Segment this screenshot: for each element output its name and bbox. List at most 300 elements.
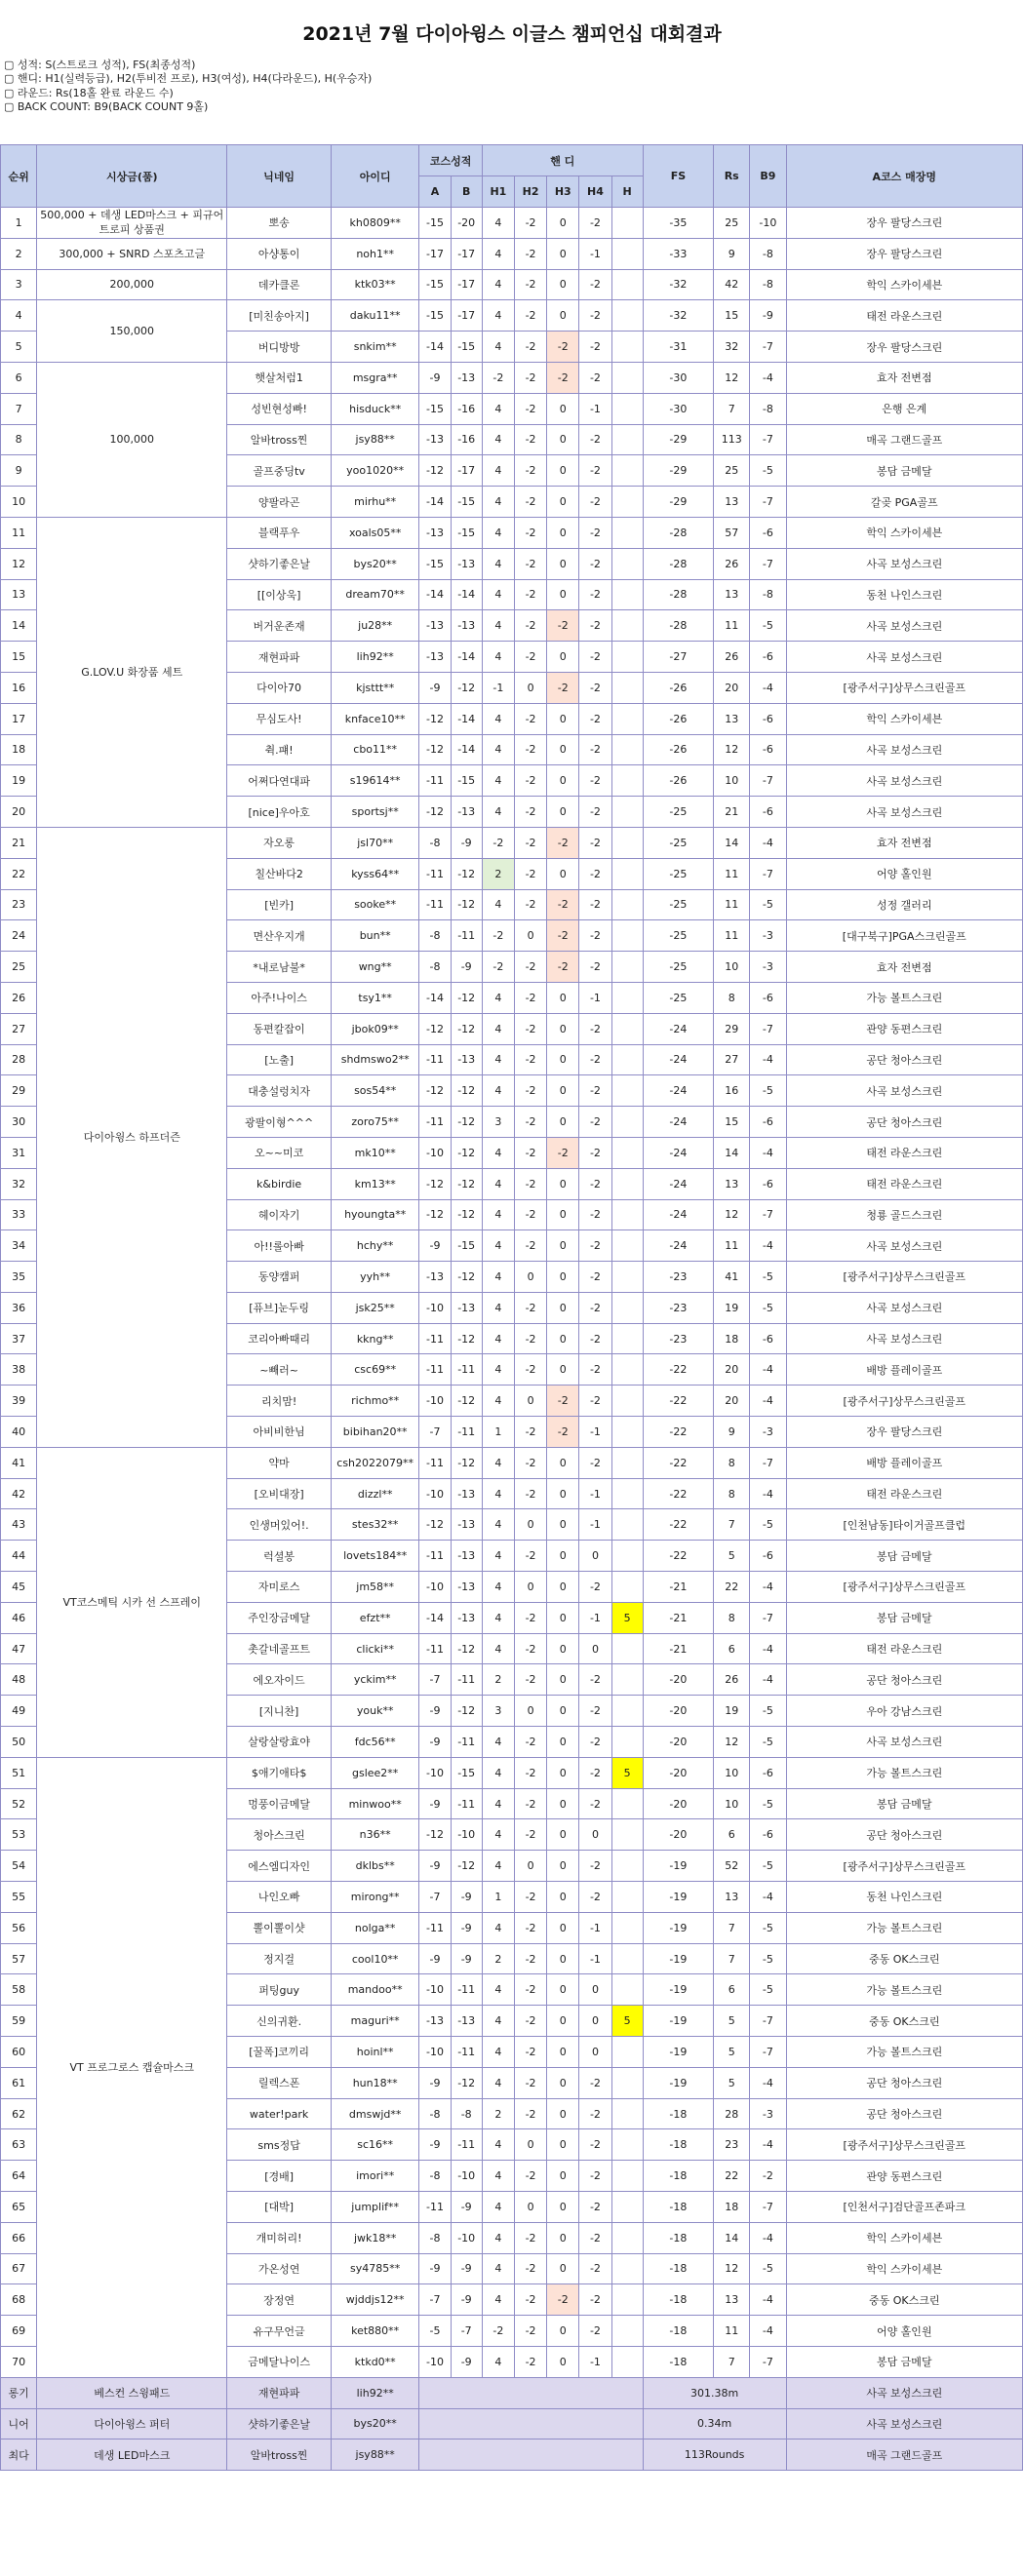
id-cell: n36**	[331, 1819, 419, 1851]
h-cell	[611, 952, 643, 983]
rank-cell: 64	[1, 2161, 37, 2192]
h-cell	[611, 1199, 643, 1230]
nick-cell: 아비비한님	[227, 1417, 332, 1448]
h3-cell: -2	[547, 1386, 579, 1417]
id-cell: bun**	[331, 920, 419, 952]
h4-cell: -2	[579, 610, 611, 642]
h-cell	[611, 2037, 643, 2068]
h-cell	[611, 1912, 643, 1943]
h-cell	[611, 2098, 643, 2129]
id-cell: dream70**	[331, 579, 419, 610]
rank-cell: 16	[1, 672, 37, 703]
b-cell: -10	[451, 1819, 482, 1851]
h-cell	[611, 889, 643, 920]
b-cell: -11	[451, 920, 482, 952]
nick-cell: 데카클론	[227, 269, 332, 300]
nick-cell: 아샹통이	[227, 238, 332, 269]
store-cell: 가능 볼트스크린	[786, 1974, 1022, 2006]
h-cell: 5	[611, 1757, 643, 1788]
fs-cell: -18	[643, 2346, 713, 2377]
h4-cell: -2	[579, 1199, 611, 1230]
b-cell: -12	[451, 1199, 482, 1230]
id-cell: ktk03**	[331, 269, 419, 300]
h3-cell: 0	[547, 1602, 579, 1633]
special-record-cell: 0.34m	[643, 2408, 786, 2439]
nick-cell: 촛갈네골프트	[227, 1633, 332, 1664]
header-rank: 순위	[1, 145, 37, 208]
fs-cell: -28	[643, 610, 713, 642]
a-cell: -8	[419, 2222, 451, 2253]
fs-cell: -29	[643, 455, 713, 487]
store-cell: 사곡 보성스크린	[786, 1323, 1022, 1354]
b-cell: -10	[451, 2222, 482, 2253]
h1-cell: 4	[482, 642, 514, 673]
h1-cell: 4	[482, 797, 514, 828]
nick-cell: 금메달나이스	[227, 2346, 332, 2377]
fs-cell: -18	[643, 2161, 713, 2192]
rank-cell: 2	[1, 238, 37, 269]
h1-cell: 4	[482, 1602, 514, 1633]
nick-cell: 청아스크린	[227, 1819, 332, 1851]
a-cell: -9	[419, 362, 451, 393]
h-cell	[611, 1509, 643, 1541]
a-cell: -12	[419, 703, 451, 734]
nick-cell: 오~~미코	[227, 1137, 332, 1168]
id-cell: clicki**	[331, 1633, 419, 1664]
legend	[4, 59, 1024, 115]
h2-cell: -2	[514, 1788, 546, 1819]
rs-cell: 57	[714, 517, 750, 548]
b-cell: -16	[451, 424, 482, 455]
h3-cell: -2	[547, 332, 579, 363]
b9-cell: -4	[750, 672, 786, 703]
h1-cell: 4	[482, 1541, 514, 1572]
h4-cell: 0	[579, 1633, 611, 1664]
h4-cell: -2	[579, 1323, 611, 1354]
h2-cell: -2	[514, 703, 546, 734]
store-cell: 태전 라운스크린	[786, 1633, 1022, 1664]
h1-cell: 1	[482, 1882, 514, 1913]
b-cell: -17	[451, 269, 482, 300]
b9-cell: -7	[750, 2192, 786, 2223]
h4-cell: -2	[579, 952, 611, 983]
h3-cell: 0	[547, 455, 579, 487]
h3-cell: -2	[547, 672, 579, 703]
h3-cell: 0	[547, 2192, 579, 2223]
special-awards	[1, 2377, 1023, 2470]
h3-cell: 0	[547, 734, 579, 765]
fs-cell: -18	[643, 2284, 713, 2316]
nick-cell: [미친송아지]	[227, 300, 332, 332]
h2-cell: -2	[514, 1168, 546, 1199]
h4-cell: -2	[579, 1727, 611, 1758]
store-cell: 사곡 보성스크린	[786, 548, 1022, 579]
h3-cell: 0	[547, 1354, 579, 1386]
nick-cell: [퓨브]눈두링	[227, 1292, 332, 1323]
b-cell: -12	[451, 889, 482, 920]
b9-cell: -5	[750, 1943, 786, 1974]
fs-cell: -18	[643, 2192, 713, 2223]
a-cell: -11	[419, 858, 451, 889]
h2-cell: -2	[514, 332, 546, 363]
b9-cell: -3	[750, 920, 786, 952]
special-award-row	[1, 2408, 1023, 2439]
b-cell: -14	[451, 642, 482, 673]
table-row	[1, 269, 1023, 300]
nick-cell: [꿀폭]코끼리	[227, 2037, 332, 2068]
a-cell: -8	[419, 920, 451, 952]
fs-cell: -19	[643, 1882, 713, 1913]
rs-cell: 11	[714, 1230, 750, 1262]
rank-cell: 24	[1, 920, 37, 952]
b9-cell: -3	[750, 952, 786, 983]
fs-cell: -28	[643, 517, 713, 548]
fs-cell: -19	[643, 1851, 713, 1882]
h2-cell: -2	[514, 1819, 546, 1851]
h2-cell: -2	[514, 2006, 546, 2037]
b-cell: -11	[451, 1974, 482, 2006]
fs-cell: -22	[643, 1447, 713, 1478]
h1-cell: 4	[482, 1199, 514, 1230]
h2-cell: -2	[514, 610, 546, 642]
header-h4: H4	[579, 176, 611, 208]
h2-cell: -2	[514, 424, 546, 455]
b9-cell: -5	[750, 1727, 786, 1758]
fs-cell: -24	[643, 1044, 713, 1075]
fs-cell: -29	[643, 424, 713, 455]
a-cell: -7	[419, 2284, 451, 2316]
rs-cell: 15	[714, 1107, 750, 1138]
h3-cell: 0	[547, 1044, 579, 1075]
id-cell: nolga**	[331, 1912, 419, 1943]
nick-cell: 가온성연	[227, 2253, 332, 2284]
nick-cell: 약마	[227, 1447, 332, 1478]
a-cell: -5	[419, 2316, 451, 2347]
h2-cell: -2	[514, 797, 546, 828]
h4-cell: 0	[579, 2037, 611, 2068]
rs-cell: 14	[714, 827, 750, 858]
rs-cell: 28	[714, 2098, 750, 2129]
h-cell	[611, 1943, 643, 1974]
a-cell: -9	[419, 2129, 451, 2161]
fs-cell: -21	[643, 1633, 713, 1664]
h4-cell: -2	[579, 548, 611, 579]
header-handicap: 핸 디	[482, 145, 643, 176]
nick-cell: 어쩌다연대파	[227, 765, 332, 797]
fs-cell: -18	[643, 2222, 713, 2253]
h-cell	[611, 208, 643, 239]
h2-cell: -2	[514, 1044, 546, 1075]
id-cell: csh2022079**	[331, 1447, 419, 1478]
store-cell: 사곡 보성스크린	[786, 797, 1022, 828]
nick-cell: [빈카]	[227, 889, 332, 920]
h3-cell: 0	[547, 1199, 579, 1230]
store-cell: 사곡 보성스크린	[786, 765, 1022, 797]
h4-cell: -2	[579, 2067, 611, 2098]
id-cell: mirhu**	[331, 487, 419, 518]
id-cell: youk**	[331, 1696, 419, 1727]
h2-cell: -2	[514, 734, 546, 765]
special-award-row	[1, 2439, 1023, 2471]
store-cell: [광주서구]상무스크린골프	[786, 1851, 1022, 1882]
h1-cell: 4	[482, 1757, 514, 1788]
store-cell: 청룡 골드스크린	[786, 1199, 1022, 1230]
h4-cell: -2	[579, 1044, 611, 1075]
rs-cell: 14	[714, 1137, 750, 1168]
h-cell	[611, 455, 643, 487]
a-cell: -11	[419, 1354, 451, 1386]
store-cell: 학익 스카이세븐	[786, 517, 1022, 548]
h3-cell: 0	[547, 1509, 579, 1541]
b-cell: -12	[451, 1137, 482, 1168]
nick-cell: 칠산바다2	[227, 858, 332, 889]
h1-cell: 4	[482, 1478, 514, 1509]
h1-cell: 4	[482, 269, 514, 300]
h1-cell: 4	[482, 1013, 514, 1044]
rank-cell: 9	[1, 455, 37, 487]
h2-cell: -2	[514, 1541, 546, 1572]
h4-cell: -2	[579, 2192, 611, 2223]
b9-cell: -7	[750, 424, 786, 455]
fs-cell: -24	[643, 1230, 713, 1262]
a-cell: -15	[419, 300, 451, 332]
h2-cell: -2	[514, 1323, 546, 1354]
fs-cell: -27	[643, 642, 713, 673]
rank-cell: 69	[1, 2316, 37, 2347]
b-cell: -12	[451, 1107, 482, 1138]
nick-cell: [노출]	[227, 1044, 332, 1075]
h2-cell: -2	[514, 517, 546, 548]
rs-cell: 7	[714, 2346, 750, 2377]
b9-cell: -5	[750, 1509, 786, 1541]
h-cell	[611, 2161, 643, 2192]
h1-cell: 4	[482, 734, 514, 765]
fs-cell: -24	[643, 1075, 713, 1107]
a-cell: -10	[419, 1386, 451, 1417]
rs-cell: 10	[714, 1788, 750, 1819]
id-cell: sos54**	[331, 1075, 419, 1107]
b9-cell: -8	[750, 393, 786, 424]
rank-cell: 54	[1, 1851, 37, 1882]
rank-cell: 26	[1, 982, 37, 1013]
h-cell	[611, 1633, 643, 1664]
nick-cell: 유구무언글	[227, 2316, 332, 2347]
h1-cell: 4	[482, 548, 514, 579]
results-body	[1, 208, 1023, 2378]
rank-cell: 3	[1, 269, 37, 300]
h-cell	[611, 827, 643, 858]
b9-cell: -6	[750, 1819, 786, 1851]
legend-score: ▢ 성적: S(스트로크 성적), FS(최종성적)	[4, 59, 196, 71]
nick-cell: 성빈현성빠!	[227, 393, 332, 424]
nick-cell: water!park	[227, 2098, 332, 2129]
rank-cell: 38	[1, 1354, 37, 1386]
h2-cell: -2	[514, 889, 546, 920]
h1-cell: -2	[482, 827, 514, 858]
legend-handicap: ▢ 핸디: H1(실력등급), H2(투비전 프로), H3(여성), H4(다라운드), H(우승자)	[4, 72, 373, 86]
h3-cell: 0	[547, 238, 579, 269]
b-cell: -11	[451, 1788, 482, 1819]
h2-cell: -2	[514, 487, 546, 518]
h3-cell: 0	[547, 797, 579, 828]
b9-cell: -5	[750, 2253, 786, 2284]
h4-cell: -2	[579, 1757, 611, 1788]
b9-cell: -7	[750, 1447, 786, 1478]
h3-cell: 0	[547, 1107, 579, 1138]
a-cell: -13	[419, 1262, 451, 1293]
table-row	[1, 1757, 1023, 1788]
rs-cell: 13	[714, 1882, 750, 1913]
rs-cell: 7	[714, 1912, 750, 1943]
b9-cell: -5	[750, 1912, 786, 1943]
rs-cell: 13	[714, 487, 750, 518]
b9-cell: -7	[750, 2037, 786, 2068]
h3-cell: 0	[547, 1882, 579, 1913]
a-cell: -12	[419, 1075, 451, 1107]
a-cell: -9	[419, 672, 451, 703]
store-cell: 봉담 금메달	[786, 2346, 1022, 2377]
nick-cell: 햇살처럼1	[227, 362, 332, 393]
h-cell	[611, 1541, 643, 1572]
h-cell	[611, 1044, 643, 1075]
h2-cell: -2	[514, 2067, 546, 2098]
special-award-row	[1, 2377, 1023, 2408]
h4-cell: -1	[579, 982, 611, 1013]
b9-cell: -7	[750, 2006, 786, 2037]
h-cell	[611, 2284, 643, 2316]
a-cell: -7	[419, 1882, 451, 1913]
fs-cell: -30	[643, 362, 713, 393]
h1-cell: 4	[482, 1075, 514, 1107]
rank-cell: 21	[1, 827, 37, 858]
id-cell: stes32**	[331, 1509, 419, 1541]
b-cell: -12	[451, 2067, 482, 2098]
store-cell: 태전 라운스크린	[786, 1478, 1022, 1509]
b9-cell: -6	[750, 1323, 786, 1354]
rs-cell: 8	[714, 1478, 750, 1509]
h1-cell: 4	[482, 1044, 514, 1075]
fs-cell: -20	[643, 1696, 713, 1727]
h2-cell: -2	[514, 1664, 546, 1696]
fs-cell: -25	[643, 889, 713, 920]
nick-cell: 골프중딩tv	[227, 455, 332, 487]
id-cell: xoals05**	[331, 517, 419, 548]
h1-cell: 2	[482, 1664, 514, 1696]
nick-cell: 대충설렁치자	[227, 1075, 332, 1107]
fs-cell: -22	[643, 1541, 713, 1572]
a-cell: -7	[419, 1417, 451, 1448]
h4-cell: -2	[579, 734, 611, 765]
h2-cell: 0	[514, 1572, 546, 1603]
store-cell: 가능 볼트스크린	[786, 2037, 1022, 2068]
h1-cell: 4	[482, 455, 514, 487]
fs-cell: -24	[643, 1107, 713, 1138]
store-cell: 사곡 보성스크린	[786, 642, 1022, 673]
id-cell: dizzl**	[331, 1478, 419, 1509]
h1-cell: 4	[482, 1727, 514, 1758]
rank-cell: 30	[1, 1107, 37, 1138]
b9-cell: -4	[750, 1664, 786, 1696]
rs-cell: 10	[714, 952, 750, 983]
b9-cell: -4	[750, 2067, 786, 2098]
b-cell: -15	[451, 1230, 482, 1262]
h2-cell: -2	[514, 362, 546, 393]
fs-cell: -18	[643, 2253, 713, 2284]
b9-cell: -5	[750, 455, 786, 487]
a-cell: -9	[419, 1943, 451, 1974]
a-cell: -9	[419, 1788, 451, 1819]
fs-cell: -28	[643, 579, 713, 610]
h-cell	[611, 1075, 643, 1107]
fs-cell: -22	[643, 1417, 713, 1448]
nick-cell: 면산우지개	[227, 920, 332, 952]
h1-cell: -2	[482, 952, 514, 983]
h4-cell: -2	[579, 1230, 611, 1262]
h-cell	[611, 703, 643, 734]
h1-cell: 4	[482, 332, 514, 363]
nick-cell: 살랑살랑효야	[227, 1727, 332, 1758]
h3-cell: 0	[547, 2098, 579, 2129]
h2-cell: -2	[514, 238, 546, 269]
nick-cell: 무심도사!	[227, 703, 332, 734]
nick-cell: 췩.퍠!	[227, 734, 332, 765]
h1-cell: 2	[482, 2098, 514, 2129]
rank-cell: 49	[1, 1696, 37, 1727]
id-cell: yoo1020**	[331, 455, 419, 487]
rs-cell: 8	[714, 982, 750, 1013]
nick-cell: 에스엠디자인	[227, 1851, 332, 1882]
store-cell: 어양 홀인원	[786, 2316, 1022, 2347]
special-record-cell: 113Rounds	[643, 2439, 786, 2471]
rs-cell: 27	[714, 1044, 750, 1075]
fs-cell: -24	[643, 1199, 713, 1230]
special-prize-cell: 데생 LED마스크	[37, 2439, 227, 2471]
b-cell: -20	[451, 208, 482, 239]
special-id-cell: lih92**	[331, 2377, 419, 2408]
h2-cell: -2	[514, 1727, 546, 1758]
rank-cell: 53	[1, 1819, 37, 1851]
nick-cell: 버거운존재	[227, 610, 332, 642]
h1-cell: 4	[482, 1323, 514, 1354]
h2-cell: -2	[514, 1478, 546, 1509]
h-cell	[611, 332, 643, 363]
h4-cell: -2	[579, 208, 611, 239]
h2-cell: -2	[514, 765, 546, 797]
h-cell	[611, 2316, 643, 2347]
h1-cell: 4	[482, 1292, 514, 1323]
h-cell	[611, 548, 643, 579]
h4-cell: -2	[579, 1107, 611, 1138]
id-cell: ktkd0**	[331, 2346, 419, 2377]
h1-cell: 4	[482, 1572, 514, 1603]
rs-cell: 15	[714, 300, 750, 332]
store-cell: 효자 전변점	[786, 952, 1022, 983]
b-cell: -12	[451, 1447, 482, 1478]
special-store-cell: 사곡 보성스크린	[786, 2408, 1022, 2439]
h-cell	[611, 1727, 643, 1758]
h-cell	[611, 2192, 643, 2223]
results-table	[0, 144, 1023, 2471]
store-cell: 중동 OK스크린	[786, 2284, 1022, 2316]
h2-cell: 0	[514, 672, 546, 703]
store-cell: 공단 청아스크린	[786, 2067, 1022, 2098]
store-cell: 사곡 보성스크린	[786, 610, 1022, 642]
store-cell: [광주서구]상무스크린골프	[786, 1572, 1022, 1603]
h3-cell: 0	[547, 2037, 579, 2068]
b9-cell: -5	[750, 1262, 786, 1293]
h2-cell: -2	[514, 1292, 546, 1323]
h-cell	[611, 1417, 643, 1448]
